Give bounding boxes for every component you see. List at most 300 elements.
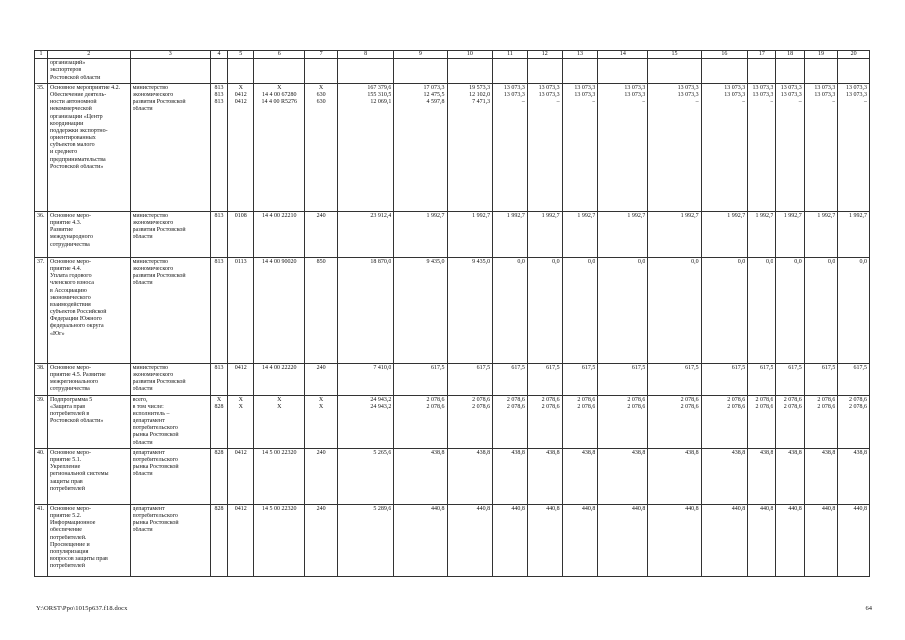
budget-code-cell (305, 363, 338, 395)
amount-value: 1 992,7 (680, 212, 699, 219)
executor-cell (130, 59, 210, 84)
budget-code-value: X (277, 84, 282, 91)
amount-value: 438,8 (759, 449, 774, 456)
amount-value: 2 078,6 (849, 396, 867, 403)
budget-table (34, 50, 870, 577)
amount-cell (447, 504, 493, 576)
program-name-line: субъектов Российской (50, 309, 107, 316)
amount-value: 0,0 (765, 258, 774, 265)
program-name-line: Укрепление (50, 464, 81, 471)
executor-line: экономического (132, 371, 174, 378)
program-name-line: Основное мероприятие 4.2. (50, 84, 121, 91)
amount-value: 0,0 (859, 258, 867, 265)
budget-code-value: X (238, 403, 243, 410)
amount-value: 0,0 (637, 258, 646, 265)
amount-value: 2 078,6 (627, 396, 646, 403)
amount-cell (447, 448, 493, 504)
amount-value: 1 992,7 (727, 212, 746, 219)
budget-code-cell (254, 257, 305, 363)
amount-cell (748, 59, 776, 84)
executor-line: всего, (132, 396, 148, 403)
amount-value: 2 078,6 (783, 396, 802, 403)
amount-value: 617,5 (631, 364, 646, 371)
amount-cell (527, 257, 562, 363)
amount-value: 13 073,3 (503, 84, 525, 91)
budget-code-cell (254, 448, 305, 504)
column-number-header: 3 (130, 51, 210, 59)
budget-code-value: 14 5 00 22320 (262, 449, 297, 456)
amount-value: 2 078,6 (541, 396, 560, 403)
program-name-line: Ростовской области» (50, 418, 104, 425)
amount-cell (598, 59, 648, 84)
budget-code-value: 240 (316, 449, 326, 456)
amount-value: 13 073,3 (814, 91, 836, 98)
budget-code-value: X (277, 396, 282, 403)
program-name-line: Основное меро- (50, 449, 91, 456)
budget-code-cell (228, 83, 254, 211)
amount-value: 440,8 (821, 505, 836, 512)
budget-code-value: 14 4 00 R5276 (261, 99, 298, 106)
amount-cell (838, 504, 870, 576)
executor-cell (130, 448, 210, 504)
budget-code-cell (254, 504, 305, 576)
amount-cell (562, 257, 598, 363)
amount-value: 1 992,7 (817, 212, 836, 219)
amount-value: 2 078,6 (727, 396, 746, 403)
program-name-line: обеспечение (50, 527, 82, 534)
amount-cell (701, 257, 748, 363)
amount-cell (493, 504, 528, 576)
amount-cell (337, 211, 393, 257)
program-name-cell (48, 59, 131, 84)
amount-cell (648, 448, 701, 504)
executor-cell (130, 83, 210, 211)
amount-value: 13 073,3 (724, 91, 746, 98)
amount-value: 23 912,4 (370, 212, 392, 219)
row-number-cell (35, 59, 48, 84)
budget-code-cell (228, 448, 254, 504)
amount-cell (838, 257, 870, 363)
amount-value: 2 078,6 (426, 403, 445, 410)
executor-line: рынка Ростовской (132, 464, 179, 471)
executor-line: исполнитель – (132, 410, 170, 417)
program-name-line: предпринимательства (50, 156, 106, 163)
executor-line (133, 60, 208, 67)
amount-cell (701, 448, 748, 504)
column-number-header: 10 (447, 51, 493, 59)
amount-value: 13 073,3 (752, 84, 774, 91)
program-name-line: «Юг» (50, 330, 65, 337)
amount-cell (648, 59, 701, 84)
program-name-line: субъектов малого (50, 142, 95, 149)
amount-cell (701, 395, 748, 448)
budget-code-value: 828 (214, 403, 224, 410)
amount-value: 17 073,3 (423, 84, 445, 91)
program-name-line: экспортеров (50, 67, 82, 74)
amount-value: 13 073,3 (503, 91, 525, 98)
budget-code-cell (210, 83, 227, 211)
amount-cell (838, 211, 870, 257)
amount-value: 440,8 (788, 505, 802, 512)
executor-line: департамент (132, 449, 165, 456)
amount-value: 0,0 (691, 258, 699, 265)
amount-value: 438,8 (853, 449, 867, 456)
budget-code-cell (210, 448, 227, 504)
column-number-header: 12 (527, 51, 562, 59)
executor-line: экономического (132, 265, 174, 272)
amount-cell (337, 504, 393, 576)
amount-value: – (556, 99, 560, 106)
program-name-line: Ростовской области» (50, 163, 104, 170)
amount-cell (394, 504, 447, 576)
amount-cell (701, 211, 748, 257)
program-name-line: и среднего (50, 149, 78, 156)
budget-code-cell (228, 59, 254, 84)
amount-cell (598, 363, 648, 395)
program-name-line: потребителей в (50, 410, 90, 417)
budget-code-value: 240 (316, 364, 326, 371)
amount-cell (804, 83, 838, 211)
amount-value: 2 078,6 (817, 396, 836, 403)
executor-line: области (132, 386, 153, 393)
amount-value: 13 073,3 (780, 84, 802, 91)
amount-value: 438,8 (821, 449, 836, 456)
amount-value: 2 078,6 (472, 403, 491, 410)
amount-value: 2 078,6 (727, 403, 746, 410)
amount-cell (804, 211, 838, 257)
budget-code-cell (305, 83, 338, 211)
executor-line: области (132, 471, 153, 478)
budget-code-value: 0412 (234, 364, 247, 371)
amount-value: 617,5 (511, 364, 525, 371)
amount-value: 438,8 (581, 449, 596, 456)
budget-code-value: 813 (214, 99, 224, 106)
amount-cell (838, 59, 870, 84)
program-name-line: некоммерческой (50, 106, 92, 113)
amount-value: 4 597,8 (426, 99, 445, 106)
budget-code-value: 14 4 00 22210 (262, 212, 297, 219)
amount-cell (804, 504, 838, 576)
table-row (35, 211, 870, 257)
budget-code-value: 0113 (234, 258, 247, 265)
amount-cell (493, 59, 528, 84)
amount-value: 1 992,7 (541, 212, 560, 219)
executor-line: области (132, 527, 153, 534)
amount-cell (838, 363, 870, 395)
amount-cell (493, 257, 528, 363)
amount-cell (838, 448, 870, 504)
executor-line: области (132, 234, 153, 241)
amount-value: 440,8 (546, 505, 560, 512)
amount-value: 617,5 (431, 364, 445, 371)
program-name-line: взаимодействия (50, 301, 91, 308)
table-row (35, 504, 870, 576)
budget-code-cell (254, 395, 305, 448)
executor-line: экономического (132, 219, 174, 226)
amount-cell (648, 363, 701, 395)
budget-code-value: 0412 (234, 91, 247, 98)
amount-cell (493, 211, 528, 257)
amount-value: 5 289,6 (373, 505, 392, 512)
budget-code-value: 630 (316, 91, 326, 98)
amount-cell (447, 363, 493, 395)
program-name-line: ности автономной (50, 99, 97, 106)
budget-code-cell (305, 257, 338, 363)
budget-code-cell (210, 211, 227, 257)
amount-cell (701, 504, 748, 576)
amount-value: 617,5 (731, 364, 746, 371)
amount-cell (648, 211, 701, 257)
executor-line: департамент (132, 418, 165, 425)
table-row (35, 448, 870, 504)
program-name-line: Ростовской области (50, 74, 101, 81)
amount-cell (337, 395, 393, 448)
amount-cell (394, 448, 447, 504)
amount-cell (804, 59, 838, 84)
amount-value: 13 073,3 (677, 91, 699, 98)
program-name-line: Федерации Южного (50, 316, 102, 323)
amount-value: 1 992,7 (849, 212, 867, 219)
amount-cell (562, 504, 598, 576)
column-number-header: 15 (648, 51, 701, 59)
budget-code-cell (254, 363, 305, 395)
amount-cell (394, 257, 447, 363)
amount-cell (394, 83, 447, 211)
amount-cell (394, 363, 447, 395)
program-name-line: потребителей (50, 563, 85, 570)
amount-value: 440,8 (431, 505, 445, 512)
amount-cell (776, 257, 804, 363)
table-row (35, 363, 870, 395)
program-name-line: приятие 5.2. (50, 513, 82, 520)
executor-line: министерство (132, 258, 168, 265)
table-row (35, 257, 870, 363)
program-name-line: организации «Центр (50, 113, 103, 120)
program-name-cell (48, 257, 131, 363)
amount-value: 440,8 (631, 505, 646, 512)
column-number-header: 14 (598, 51, 648, 59)
budget-code-value: 813 (214, 84, 224, 91)
column-number-header: 11 (493, 51, 528, 59)
program-name-line: экономического (50, 294, 91, 301)
amount-cell (394, 395, 447, 448)
amount-cell (701, 363, 748, 395)
executor-line: потребительского (132, 425, 178, 432)
amount-value: 440,8 (853, 505, 867, 512)
amount-value: 617,5 (685, 364, 699, 371)
amount-cell (748, 448, 776, 504)
budget-code-value: 14 4 00 22220 (262, 364, 297, 371)
amount-cell (598, 257, 648, 363)
amount-cell (527, 395, 562, 448)
amount-cell (776, 59, 804, 84)
executor-line: в том числе: (132, 403, 164, 410)
amount-cell (447, 83, 493, 211)
amount-value: – (521, 99, 525, 106)
budget-code-cell (254, 83, 305, 211)
amount-value: 13 073,3 (624, 91, 646, 98)
budget-code-value: 813 (214, 364, 224, 371)
amount-value: 0,0 (552, 258, 560, 265)
amount-value: 440,8 (476, 505, 491, 512)
amount-value: 9 435,0 (472, 258, 491, 265)
amount-cell (337, 83, 393, 211)
executor-line: развития Ростовской (132, 99, 186, 106)
budget-code-cell (210, 395, 227, 448)
budget-code-cell (228, 363, 254, 395)
budget-code-value: X (277, 403, 282, 410)
amount-value: 2 078,6 (541, 403, 560, 410)
column-number-header: 5 (228, 51, 254, 59)
amount-cell (838, 395, 870, 448)
budget-code-value: X (318, 396, 324, 403)
executor-cell (130, 363, 210, 395)
column-number-header: 19 (804, 51, 838, 59)
amount-value: 438,8 (631, 449, 646, 456)
amount-cell (527, 59, 562, 84)
amount-value: 2 078,6 (755, 403, 774, 410)
amount-cell (598, 83, 648, 211)
table-row (35, 59, 870, 84)
amount-value: 0,0 (587, 258, 596, 265)
program-name-line: «Защита прав (50, 403, 86, 410)
amount-value: – (770, 99, 774, 106)
amount-value: – (742, 99, 746, 106)
program-name-line: Подпрограмма 5 (50, 396, 93, 403)
executor-cell (130, 504, 210, 576)
budget-code-value: X (318, 403, 324, 410)
amount-cell (493, 363, 528, 395)
program-name-line: приятие 4.3. (50, 219, 82, 226)
amount-cell (748, 363, 776, 395)
amount-value: 617,5 (546, 364, 560, 371)
table-row (35, 83, 870, 211)
column-number-header-row (35, 51, 870, 59)
amount-value: – (642, 99, 646, 106)
program-name-line: популяризация (50, 548, 89, 555)
budget-code-cell (305, 211, 338, 257)
amount-cell (493, 83, 528, 211)
budget-code-value: 14 5 00 22320 (262, 505, 297, 512)
executor-cell (130, 257, 210, 363)
amount-value: 617,5 (759, 364, 774, 371)
amount-cell (527, 504, 562, 576)
amount-cell (598, 211, 648, 257)
amount-cell (748, 83, 776, 211)
amount-cell (337, 257, 393, 363)
amount-value: – (864, 99, 867, 106)
amount-value: 617,5 (788, 364, 802, 371)
budget-code-cell (210, 504, 227, 576)
program-name-line: региональной системы (50, 471, 109, 478)
amount-cell (776, 504, 804, 576)
amount-cell (598, 448, 648, 504)
program-name-line: Основное меро- (50, 212, 91, 219)
program-name-line: сотрудничества (50, 241, 90, 248)
budget-code-cell (228, 211, 254, 257)
row-number-cell: 41. (35, 504, 48, 576)
amount-value: – (592, 99, 596, 106)
program-name-line: организаций» (50, 60, 86, 67)
program-name-cell (48, 448, 131, 504)
amount-value: 13 073,3 (574, 84, 596, 91)
program-name-line: ориентированных (50, 135, 96, 142)
amount-cell (776, 363, 804, 395)
amount-cell (748, 504, 776, 576)
executor-line: области (132, 106, 153, 113)
amount-value: 0,0 (827, 258, 836, 265)
column-number-header: 17 (748, 51, 776, 59)
budget-code-cell (210, 363, 227, 395)
amount-value: 438,8 (788, 449, 802, 456)
budget-code-value: 813 (214, 212, 224, 219)
amount-value: 2 078,6 (783, 403, 802, 410)
amount-cell (804, 448, 838, 504)
amount-cell (562, 363, 598, 395)
program-name-line: Информационное (50, 520, 96, 527)
budget-code-cell (305, 395, 338, 448)
amount-value: 438,8 (476, 449, 491, 456)
amount-value: 13 073,3 (538, 91, 560, 98)
program-name-line: Развитие (50, 227, 73, 234)
amount-value: 13 073,3 (752, 91, 774, 98)
amount-cell (648, 395, 701, 448)
amount-value: 438,8 (511, 449, 525, 456)
column-number-header: 18 (776, 51, 804, 59)
amount-value: 438,8 (546, 449, 560, 456)
budget-code-cell (228, 504, 254, 576)
amount-value: 438,8 (731, 449, 746, 456)
program-name-line: Обеспечение деятель- (50, 91, 107, 98)
amount-value: 1 992,7 (755, 212, 774, 219)
budget-code-value: 630 (316, 99, 326, 106)
budget-code-value: X (216, 396, 222, 403)
budget-code-value: X (238, 396, 243, 403)
row-number-cell: 39. (35, 395, 48, 448)
amount-value: 0,0 (517, 258, 525, 265)
amount-value: 2 078,6 (577, 396, 596, 403)
amount-value: 13 073,3 (846, 84, 867, 91)
amount-value: 2 078,6 (849, 403, 867, 410)
amount-cell (562, 448, 598, 504)
budget-code-cell (254, 59, 305, 84)
row-number-cell: 37. (35, 257, 48, 363)
amount-value: 1 992,7 (577, 212, 596, 219)
amount-cell (527, 211, 562, 257)
executor-line: министерство (132, 364, 168, 371)
amount-value: 19 573,3 (469, 84, 491, 91)
budget-code-cell (210, 59, 227, 84)
column-number-header: 2 (48, 51, 131, 59)
budget-code-cell (228, 395, 254, 448)
executor-cell (130, 211, 210, 257)
amount-cell (447, 59, 493, 84)
budget-code-cell (305, 504, 338, 576)
amount-value: 1 992,7 (472, 212, 491, 219)
amount-cell (776, 211, 804, 257)
program-name-line: вопросов защиты прав (50, 556, 108, 563)
budget-code-value: X (238, 84, 243, 91)
amount-value: 155 310,5 (367, 91, 392, 98)
amount-cell (562, 59, 598, 84)
row-number-cell: 38. (35, 363, 48, 395)
program-name-line: потребителей. (50, 534, 87, 541)
amount-cell (748, 257, 776, 363)
amount-value: 2 078,6 (472, 396, 491, 403)
program-name-line: сотрудничества (50, 386, 90, 393)
amount-value: 617,5 (853, 364, 867, 371)
column-number-header: 4 (210, 51, 227, 59)
